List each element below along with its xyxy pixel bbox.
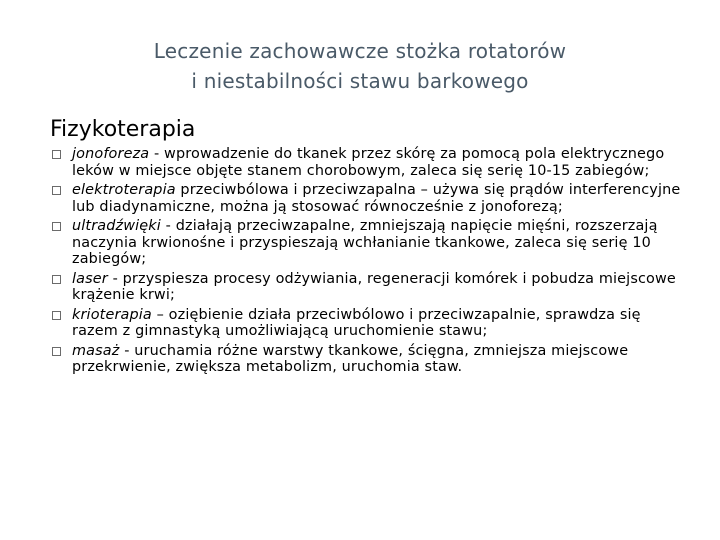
bullet-item-laser (52, 271, 682, 304)
bullet-term: ultradźwięki (72, 218, 161, 234)
bullet-text: - wprowadzenie do tkanek przez skórę za pomocą pola elektrycznego leków w miejsce objęte stanem chorobowym, zaleca się serię 10-15 zabiegów; (72, 146, 665, 179)
bullet-term: laser (72, 270, 108, 287)
slide-title (60, 36, 660, 96)
bullet-text: – oziębienie działa przeciwbólowo i przeciwzapalnie, sprawdza się razem z gimnastyką umożliwiającą uruchomienie stawu; (72, 306, 641, 339)
bullet-item-jonoforeza (52, 146, 682, 179)
slide-title-line-2: i niestabilności stawu barkowego (191, 69, 529, 93)
checkbox-bullet-icon (52, 347, 61, 356)
bullet-text: - uruchamia różne warstwy tkankowe, ścięgna, zmniejsza miejscowe przekrwienie, zwiększa metabolizm, uruchomia staw. (72, 342, 629, 375)
bullet-term: jonoforeza (72, 146, 150, 162)
bullet-item-masaz (52, 343, 682, 376)
checkbox-bullet-icon (52, 275, 61, 284)
bullet-item-ultradzwieki (52, 218, 682, 268)
bullet-text: przeciwbólowa i przeciwzapalna – używa się prądów interferencyjne lub diadynamiczne, można ją stosować równocześnie z jonoforezą; (72, 182, 681, 215)
bullet-text: - działają przeciwzapalne, zmniejszają napięcie mięśni, rozszerzają naczynia krwionośne i przyspieszają wchłanianie tkankowe, zaleca się serię 10 zabiegów; (72, 218, 658, 267)
bullet-term: elektroterapia (72, 182, 176, 198)
slide-title-line-1: Leczenie zachowawcze stożka rotatorów (153, 39, 567, 63)
bullet-term: krioterapia (72, 306, 152, 323)
bullet-text: - przyspiesza procesy odżywiania, regeneracji komórek i pobudza miejscowe krążenie krwi; (72, 270, 676, 303)
bullet-list (52, 146, 682, 376)
checkbox-bullet-icon (52, 150, 61, 159)
bullet-item-elektroterapia (52, 182, 682, 215)
checkbox-bullet-icon (52, 186, 61, 195)
bullet-item-krioterapia (52, 307, 682, 340)
checkbox-bullet-icon (52, 222, 61, 231)
checkbox-bullet-icon (52, 311, 61, 320)
bullet-term: masaż (72, 342, 120, 359)
section-heading: Fizykoterapia (50, 117, 196, 142)
